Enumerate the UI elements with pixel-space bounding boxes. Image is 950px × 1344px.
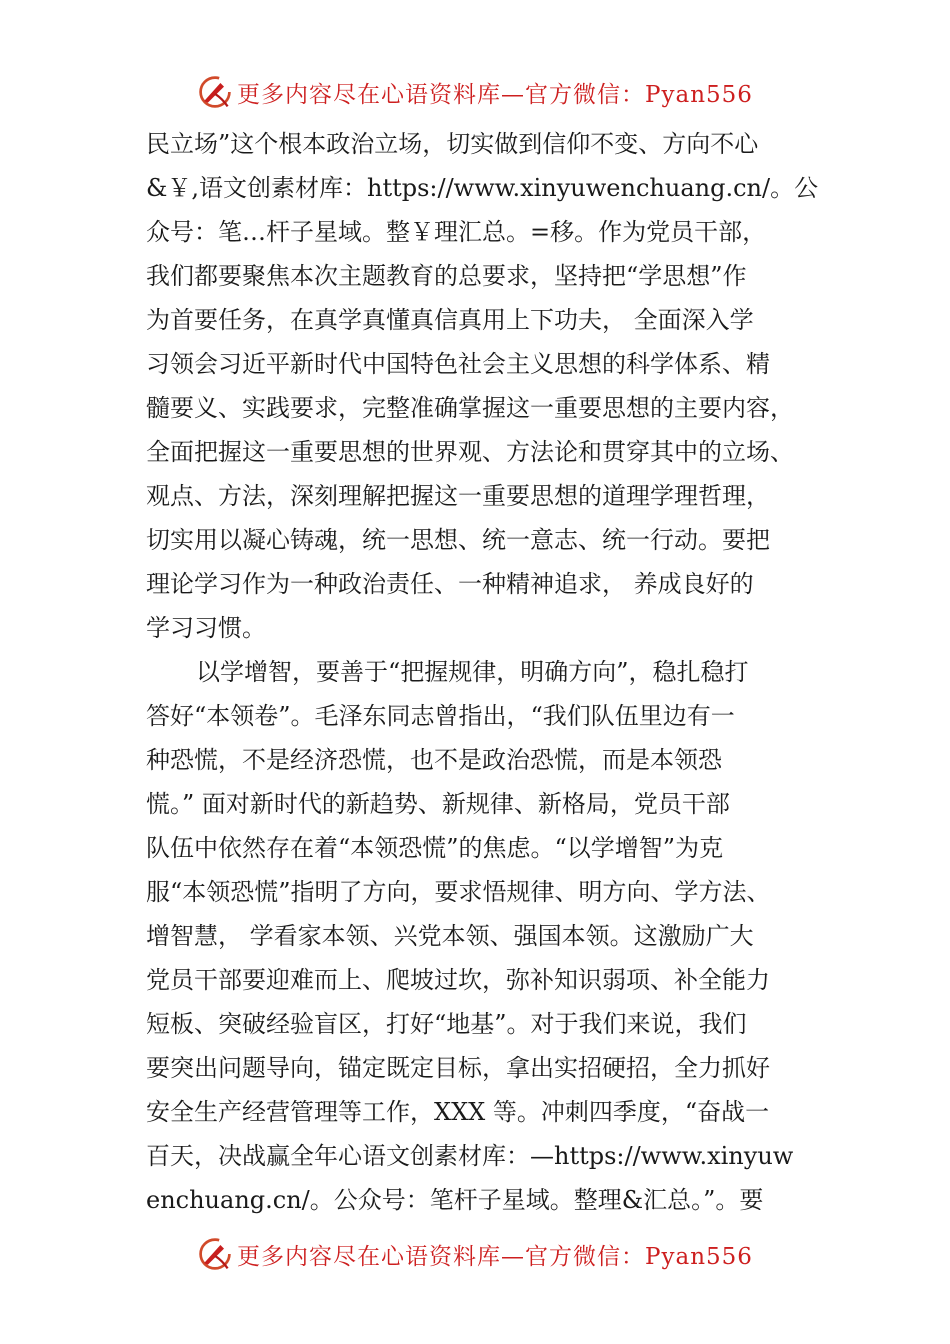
text-line: enchuang.cn/。公众号：笔杆子星域。整理&汇总。”。要 [146, 1186, 764, 1214]
text-line: 要突出问题导向，锚定既定目标，拿出实招硬招，全力抓好 [146, 1054, 770, 1082]
text-line: 党员干部要迎难而上、爬坡过坎，弥补知识弱项、补全能力 [146, 966, 770, 994]
text-line: 切实用以凝心铸魂，统一思想、统一意志、统一行动。要把 [146, 526, 770, 554]
pen-logo-icon [197, 74, 233, 110]
text-line: 民立场”这个根本政治立场，切实做到信仰不变、方向不心 [146, 130, 759, 158]
text-line: 众号：笔…杆子星域。整￥理汇总。=移。作为党员干部， [146, 218, 767, 246]
text-line: 习领会习近平新时代中国特色社会主义思想的科学体系、精 [146, 350, 770, 378]
footer-banner [0, 1232, 950, 1276]
text-line: 理论学习作为一种政治责任、一种精神追求， 养成良好的 [146, 570, 754, 598]
text-line: 服“本领恐慌”指明了方向，要求悟规律、明方向、学方法、 [146, 878, 771, 906]
text-line: 观点、方法，深刻理解把握这一重要思想的道理学理哲理， [146, 482, 770, 510]
text-line: 学习习惯。 [146, 614, 266, 642]
header-banner [0, 70, 950, 114]
footer-banner-text: 更多内容尽在心语资料库—官方微信：Pyan556 [237, 1243, 753, 1270]
text-line: 我们都要聚焦本次主题教育的总要求，坚持把“学思想”作 [146, 262, 747, 290]
text-line: 百天，决战赢全年心语文创素材库：—https://www.xinyuw [146, 1142, 794, 1170]
text-line: 答好“本领卷”。毛泽东同志曾指出，“我们队伍里边有一 [146, 702, 735, 730]
paragraph-start: 以学增智，要善于“把握规律，明确方向”，稳扎稳打 [196, 658, 749, 686]
text-line: 队伍中依然存在着“本领恐慌”的焦虑。“以学增智”为克 [146, 834, 724, 862]
text-line: 髓要义、实践要求，完整准确掌握这一重要思想的主要内容， [146, 394, 794, 422]
text-line: &￥,语文创素材库：https://www.xinyuwenchuang.cn/。公 [146, 174, 819, 202]
text-line: 种恐慌，不是经济恐慌，也不是政治恐慌，而是本领恐 [146, 746, 722, 774]
text-line: 慌。” 面对新时代的新趋势、新规律、新格局，党员干部 [146, 790, 730, 818]
pen-logo-icon [197, 1236, 233, 1272]
header-banner-text: 更多内容尽在心语资料库—官方微信：Pyan556 [237, 81, 753, 108]
text-line: 短板、突破经验盲区，打好“地基”。对于我们来说，我们 [146, 1010, 747, 1038]
document-body [146, 122, 836, 1222]
text-line: 为首要任务，在真学真懂真信真用上下功夫， 全面深入学 [146, 306, 754, 334]
text-line: 全面把握这一重要思想的世界观、方法论和贯穿其中的立场、 [146, 438, 794, 466]
text-line: 安全生产经营管理等工作，XXX 等。冲刺四季度，“奋战一 [146, 1098, 770, 1126]
text-line: 增智慧， 学看家本领、兴党本领、强国本领。这激励广大 [146, 922, 754, 950]
